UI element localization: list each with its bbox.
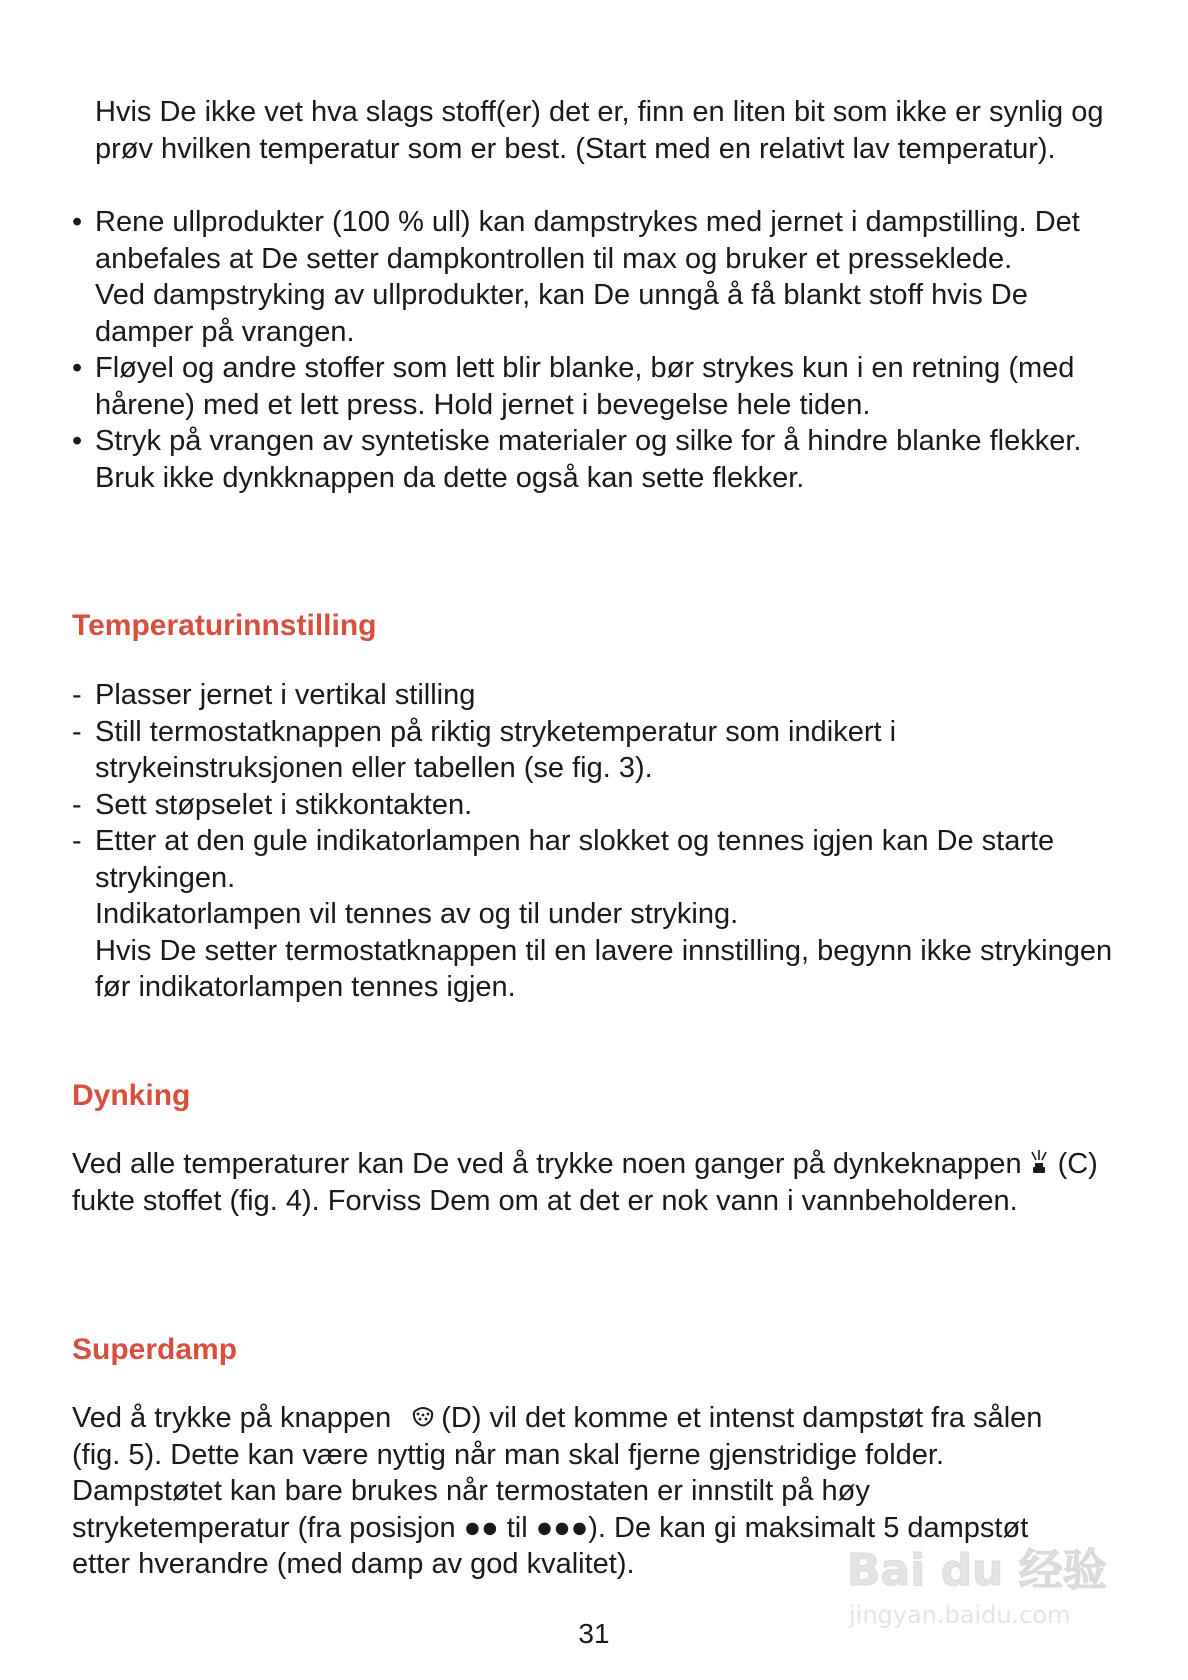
dynking-paragraph (72, 1146, 1112, 1219)
list-item-text: Still termostatknappen på riktig stryketemperatur som indikert i strykeinstruksjonen eller tabellen (se fig. 3). (95, 715, 897, 784)
dynking-text-end: (C) fukte stoffet (fig. 4). Forviss Dem om at det er nok vann i vannbeholderen. (72, 1148, 1098, 1217)
list-item (72, 677, 1132, 714)
list-item-note: Ved dampstryking av ullprodukter, kan De unngå å få blankt stoff hvis De damper på vrangen. (95, 279, 1028, 348)
dash-marker: - (72, 788, 82, 821)
bullet-marker: • (72, 425, 83, 457)
dash-marker: - (72, 679, 82, 711)
list-item (72, 787, 1132, 824)
list-item-text: Plasser jernet i vertikal stilling (95, 679, 476, 711)
list-item (72, 423, 1132, 496)
steam-burst-icon (409, 1402, 437, 1430)
list-item (72, 204, 1132, 350)
superdamp-text-start: Ved å trykke på knappen (72, 1402, 392, 1434)
list-item (72, 350, 1132, 423)
list-item-note: Indikatorlampen vil tennes av og til under stryking. (95, 898, 739, 930)
watermark-logo (845, 1535, 1125, 1635)
list-item-text: Sett støpselet i stikkontakten. (95, 788, 473, 821)
spray-icon (1028, 1148, 1050, 1176)
list-item-text: Fløyel og andre stoffer som lett blir blanke, bør strykes kun i en retning (med hårene) med et lett press. Hold jernet i bevegelse hele tiden. (95, 352, 1075, 421)
superdamp-text-end: (D) vil det komme et intenst dampstøt fra sålen (fig. 5). Dette kan være nyttig når man skal fjerne gjenstridige folder. Dampstøtet kan bare brukes når termostaten er innstilt på høy stryketemperatur (fra posisjon ●● til ●●●). De kan gi maksimalt 5 dampstøt etter hverandre (med damp av god kvalitet). (72, 1402, 1043, 1580)
list-item-text: Stryk på vrangen av syntetiske materialer og silke for å hindre blanke flekker. Bruk ikke dynkknappen da dette også kan sette flekker. (95, 425, 1082, 494)
bullet-list (72, 204, 1132, 496)
bullet-marker: • (72, 206, 83, 238)
bullet-marker: • (72, 352, 83, 384)
dash-marker: - (72, 825, 82, 857)
list-item (72, 714, 1132, 787)
watermark-logo-text: Bai du 经验 (847, 1545, 1107, 1596)
section-heading-dynking: Dynking (72, 1079, 191, 1112)
page-number: 31 (578, 1618, 610, 1649)
list-item-text: Rene ullprodukter (100 % ull) kan dampstrykes med jernet i dampstilling. Det anbefales at De setter dampkontrollen til max og bruker et presseklede. (95, 206, 1080, 275)
section-heading-temperature: Temperaturinnstilling (72, 609, 377, 642)
list-item-note: Hvis De setter termostatknappen til en lavere innstilling, begynn ikke strykingen før indikatorlampen tennes igjen. (95, 934, 1113, 1003)
list-item (72, 823, 1132, 1006)
temperature-steps (72, 677, 1132, 1006)
watermark-url: jingyan.baidu.com (849, 1601, 1071, 1629)
section-heading-superdamp: Superdamp (72, 1333, 238, 1366)
intro-continuation: Hvis De ikke vet hva slags stoff(er) det er, finn en liten bit som ikke er synlig og prøv hvilken temperatur som er best. (Start med en relativt lav temperatur). (95, 96, 1104, 165)
dash-marker: - (72, 715, 82, 748)
list-item-text: Etter at den gule indikatorlampen har slokket og tennes igjen kan De starte strykingen. (95, 825, 1055, 894)
dynking-text-start: Ved alle temperaturer kan De ved å trykke noen ganger på dynkeknappen (72, 1148, 1022, 1180)
